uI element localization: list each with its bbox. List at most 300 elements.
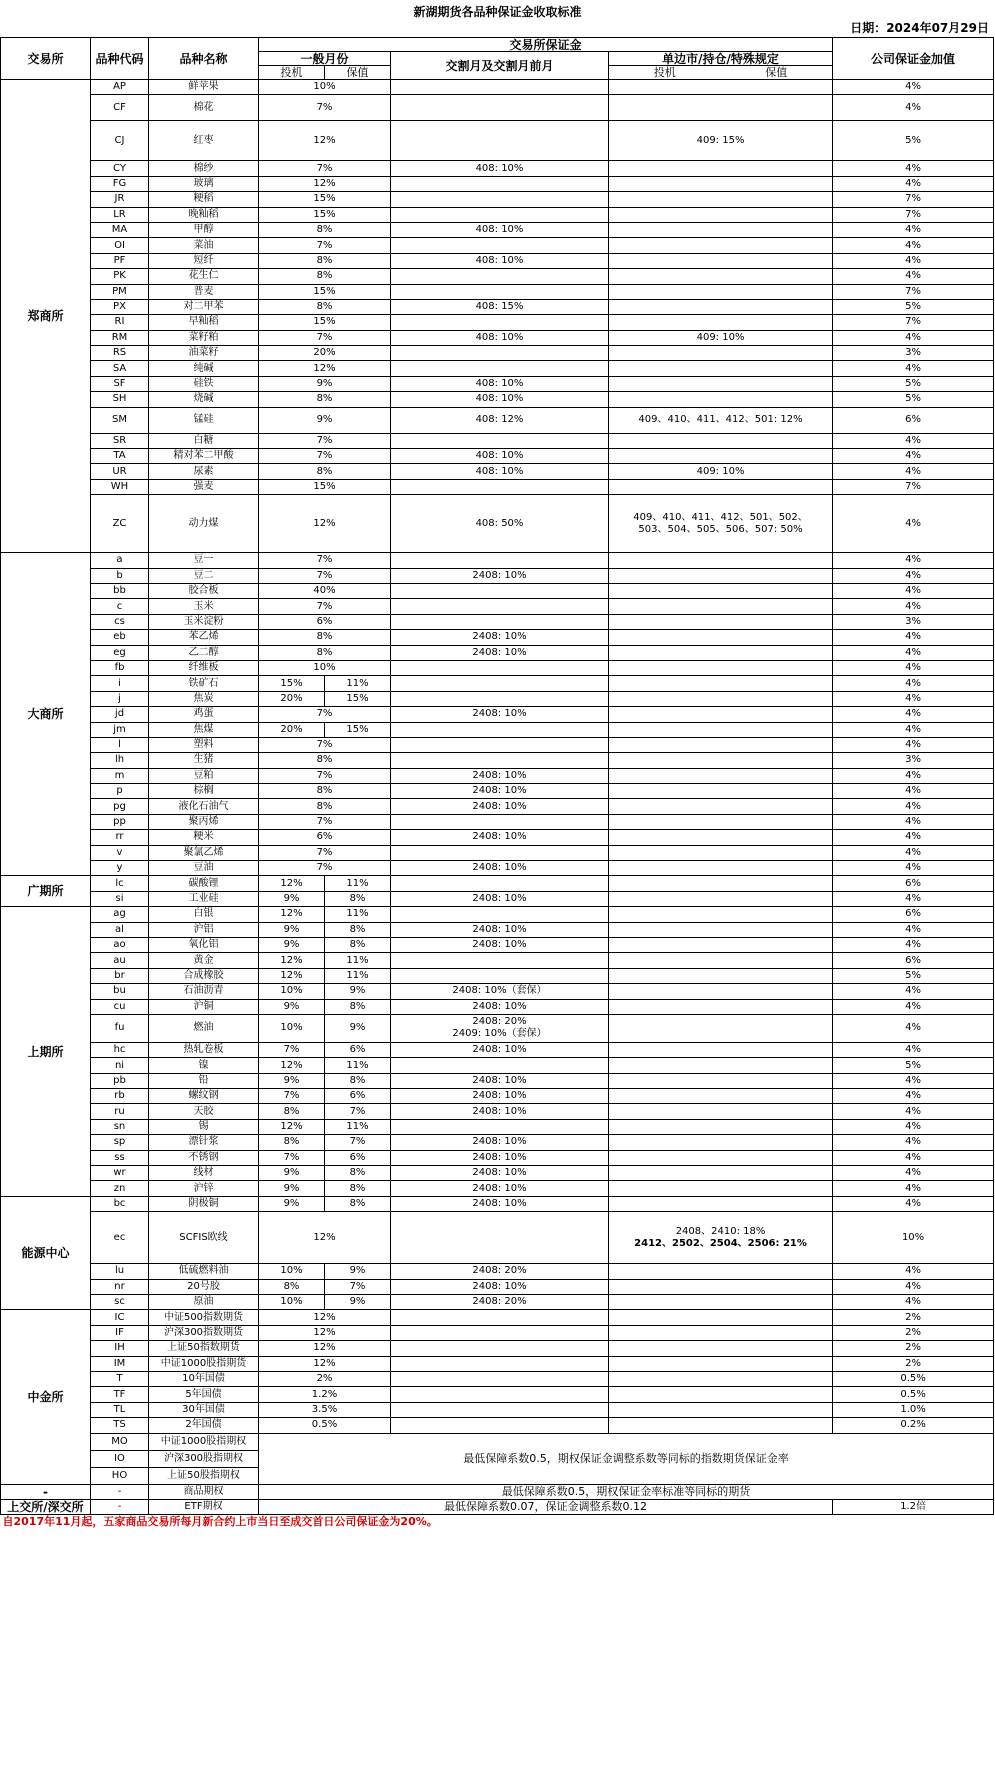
table-row	[1, 1212, 994, 1264]
table-row	[1, 1402, 994, 1417]
spec-margin: 12%	[259, 968, 325, 983]
delivery-margin	[391, 1119, 609, 1134]
general-margin: 7%	[259, 737, 391, 752]
delivery-margin	[391, 1387, 609, 1402]
general-margin: 7%	[259, 95, 391, 121]
special-margin	[609, 1166, 833, 1181]
delivery-margin: 408: 12%	[391, 407, 609, 433]
hedge-margin: 11%	[325, 968, 391, 983]
product-name: 早籼稻	[149, 315, 259, 330]
company-margin: 4%	[833, 1089, 994, 1104]
product-code: AP	[91, 80, 149, 95]
company-margin: 4%	[833, 553, 994, 568]
product-code: T	[91, 1371, 149, 1386]
product-name: 纤维板	[149, 660, 259, 675]
delivery-margin-line: 2408: 20%	[472, 1016, 527, 1028]
product-code: sc	[91, 1295, 149, 1310]
product-code: ZC	[91, 495, 149, 553]
margin-table	[0, 37, 994, 1529]
general-margin: 8%	[259, 645, 391, 660]
general-margin: 8%	[259, 222, 391, 237]
special-margin: 409、410、411、412、501、502、503、504、505、506、507: 50%	[609, 495, 833, 553]
header-exchange-margin: 交易所保证金	[259, 38, 833, 52]
company-margin: 2%	[833, 1356, 994, 1371]
product-name: 中证500指数期货	[149, 1310, 259, 1325]
company-margin: 4%	[833, 361, 994, 376]
product-code: fb	[91, 660, 149, 675]
table-row	[1, 814, 994, 829]
delivery-margin: 408: 10%	[391, 222, 609, 237]
header-exchange: 交易所	[1, 38, 91, 80]
table-row	[1, 207, 994, 222]
special-margin	[609, 253, 833, 268]
special-margin	[609, 937, 833, 952]
product-name: 豆粕	[149, 768, 259, 783]
special-margin	[609, 1341, 833, 1356]
general-margin: 0.5%	[259, 1418, 391, 1433]
product-code: c	[91, 599, 149, 614]
options-note: 最低保障系数0.5，期权保证金调整系数等同标的指数期货保证金率	[259, 1433, 994, 1484]
product-name: 工业硅	[149, 891, 259, 906]
special-margin	[609, 207, 833, 222]
company-margin: 4%	[833, 1166, 994, 1181]
table-row	[1, 1196, 994, 1211]
delivery-margin: 408: 50%	[391, 495, 609, 553]
hedge-margin: 9%	[325, 1295, 391, 1310]
spec-margin: 9%	[259, 922, 325, 937]
company-margin: 4%	[833, 1196, 994, 1211]
document-title: 新湖期货各品种保证金收取标准	[413, 5, 582, 19]
table-row	[1, 449, 994, 464]
product-code: WH	[91, 479, 149, 494]
special-margin	[609, 799, 833, 814]
table-row	[1, 284, 994, 299]
special-margin	[609, 1295, 833, 1310]
table-row	[1, 479, 994, 494]
product-code: TS	[91, 1418, 149, 1433]
spec-margin: 8%	[259, 1279, 325, 1294]
delivery-margin: 408: 10%	[391, 330, 609, 345]
header-company: 公司保证金加值	[833, 38, 994, 80]
special-margin	[609, 722, 833, 737]
delivery-margin	[391, 753, 609, 768]
delivery-margin: 2408: 10%	[391, 1135, 609, 1150]
company-margin: 4%	[833, 707, 994, 722]
product-name: 氧化铝	[149, 937, 259, 952]
table-row	[1, 1310, 994, 1325]
delivery-margin	[391, 722, 609, 737]
product-code: FG	[91, 176, 149, 191]
product-name: 焦炭	[149, 691, 259, 706]
delivery-margin	[391, 95, 609, 121]
hedge-margin: 9%	[325, 984, 391, 999]
product-code: si	[91, 891, 149, 906]
product-name: 烧碱	[149, 392, 259, 407]
delivery-margin: 2408: 10%	[391, 1279, 609, 1294]
general-margin: 7%	[259, 449, 391, 464]
table-row	[1, 376, 994, 391]
product-name: 油菜籽	[149, 346, 259, 361]
spec-margin: 9%	[259, 999, 325, 1014]
product-name: 纯碱	[149, 361, 259, 376]
general-margin: 8%	[259, 392, 391, 407]
product-code: JR	[91, 192, 149, 207]
general-margin: 8%	[259, 299, 391, 314]
company-margin: 4%	[833, 1119, 994, 1134]
delivery-margin: 2408: 10%（套保）	[391, 984, 609, 999]
special-margin	[609, 192, 833, 207]
header-hedge: 保值	[325, 66, 391, 80]
special-margin	[609, 176, 833, 191]
special-margin	[609, 630, 833, 645]
table-row	[1, 346, 994, 361]
product-name: 黄金	[149, 953, 259, 968]
special-margin	[609, 968, 833, 983]
product-code: ss	[91, 1150, 149, 1165]
hedge-margin: 7%	[325, 1279, 391, 1294]
product-code: y	[91, 861, 149, 876]
table-row	[1, 568, 994, 583]
company-margin: 4%	[833, 95, 994, 121]
spec-margin: 12%	[259, 1058, 325, 1073]
table-row	[1, 583, 994, 598]
product-code: ru	[91, 1104, 149, 1119]
delivery-margin	[391, 361, 609, 376]
product-name: 燃油	[149, 1014, 259, 1042]
company-margin: 4%	[833, 568, 994, 583]
product-code: SR	[91, 433, 149, 448]
product-code: l	[91, 737, 149, 752]
table-row	[1, 553, 994, 568]
product-name: 普麦	[149, 284, 259, 299]
product-code: pp	[91, 814, 149, 829]
delivery-margin	[391, 238, 609, 253]
company-margin: 4%	[833, 583, 994, 598]
special-margin	[609, 161, 833, 176]
general-margin: 12%	[259, 1356, 391, 1371]
exchange-name: 能源中心	[1, 1196, 91, 1310]
product-code: zn	[91, 1181, 149, 1196]
general-margin: 7%	[259, 861, 391, 876]
spec-margin: 8%	[259, 1135, 325, 1150]
header-general: 一般月份	[259, 52, 391, 66]
delivery-margin	[391, 1058, 609, 1073]
company-margin: 4%	[833, 1042, 994, 1057]
company-margin: 3%	[833, 753, 994, 768]
general-margin: 12%	[259, 495, 391, 553]
special-margin	[609, 1212, 833, 1264]
general-margin: 7%	[259, 845, 391, 860]
table-row	[1, 599, 994, 614]
special-margin	[609, 222, 833, 237]
table-row	[1, 1014, 994, 1042]
product-code: v	[91, 845, 149, 860]
product-code: IH	[91, 1341, 149, 1356]
company-margin: 4%	[833, 937, 994, 952]
special-margin	[609, 676, 833, 691]
product-code: CF	[91, 95, 149, 121]
company-margin: 4%	[833, 660, 994, 675]
delivery-margin	[391, 315, 609, 330]
delivery-margin: 2408: 10%	[391, 799, 609, 814]
general-margin: 12%	[259, 1341, 391, 1356]
company-margin: 4%	[833, 845, 994, 860]
table-row	[1, 861, 994, 876]
special-margin	[609, 361, 833, 376]
general-margin: 1.2%	[259, 1387, 391, 1402]
product-name: 5年国债	[149, 1387, 259, 1402]
general-margin: 15%	[259, 192, 391, 207]
company-margin: 4%	[833, 922, 994, 937]
table-row	[1, 1042, 994, 1057]
spec-margin: 10%	[259, 1014, 325, 1042]
delivery-margin-line: 2409: 10%（套保）	[452, 1028, 547, 1040]
company-margin: 0.5%	[833, 1387, 994, 1402]
product-code: jm	[91, 722, 149, 737]
product-name: 粳稻	[149, 192, 259, 207]
general-margin: 8%	[259, 630, 391, 645]
spec-margin: 12%	[259, 907, 325, 922]
special-margin	[609, 999, 833, 1014]
table-row	[1, 614, 994, 629]
spec-margin: 12%	[259, 953, 325, 968]
product-code: pb	[91, 1073, 149, 1088]
special-margin	[609, 1181, 833, 1196]
product-code: p	[91, 784, 149, 799]
product-code: bu	[91, 984, 149, 999]
company-margin: 4%	[833, 1295, 994, 1310]
delivery-margin: 2408: 10%	[391, 999, 609, 1014]
general-margin: 8%	[259, 799, 391, 814]
delivery-margin: 2408: 10%	[391, 630, 609, 645]
special-margin	[609, 737, 833, 752]
product-code: UR	[91, 464, 149, 479]
delivery-margin	[391, 1325, 609, 1340]
company-margin: 5%	[833, 392, 994, 407]
product-code: ni	[91, 1058, 149, 1073]
special-margin	[609, 1279, 833, 1294]
hedge-margin: 11%	[325, 907, 391, 922]
company-margin: 4%	[833, 599, 994, 614]
table-row	[1, 784, 994, 799]
product-code: lc	[91, 876, 149, 891]
product-code: al	[91, 922, 149, 937]
hedge-margin: 8%	[325, 922, 391, 937]
product-code: sp	[91, 1135, 149, 1150]
delivery-margin	[391, 269, 609, 284]
product-name: SCFIS欧线	[149, 1212, 259, 1264]
special-margin	[609, 891, 833, 906]
product-code: cs	[91, 614, 149, 629]
special-margin	[609, 1073, 833, 1088]
delivery-margin	[391, 1341, 609, 1356]
product-code: SM	[91, 407, 149, 433]
delivery-margin: 2408: 20%	[391, 1295, 609, 1310]
special-margin	[609, 392, 833, 407]
company-margin: 5%	[833, 121, 994, 161]
special-margin	[609, 599, 833, 614]
product-code: rb	[91, 1089, 149, 1104]
spec-margin: 12%	[259, 1119, 325, 1134]
delivery-margin	[391, 80, 609, 95]
table-row	[1, 1089, 994, 1104]
general-margin: 8%	[259, 753, 391, 768]
exchange-name: 上交所/深交所	[1, 1499, 91, 1514]
special-margin	[609, 80, 833, 95]
table-row	[1, 1181, 994, 1196]
table-row	[1, 660, 994, 675]
company-margin: 4%	[833, 784, 994, 799]
hedge-margin: 6%	[325, 1042, 391, 1057]
company-margin: 4%	[833, 80, 994, 95]
special-margin	[609, 753, 833, 768]
company-margin: 7%	[833, 315, 994, 330]
table-row	[1, 630, 994, 645]
general-margin: 10%	[259, 660, 391, 675]
spec-margin: 7%	[259, 1089, 325, 1104]
product-name: 白银	[149, 907, 259, 922]
general-margin: 3.5%	[259, 1402, 391, 1417]
product-code: IM	[91, 1356, 149, 1371]
hedge-margin: 11%	[325, 876, 391, 891]
company-margin: 5%	[833, 299, 994, 314]
table-row	[1, 121, 994, 161]
special-margin-line: 2412、2502、2504、2506: 21%	[634, 1237, 807, 1249]
special-margin	[609, 95, 833, 121]
product-code: PF	[91, 253, 149, 268]
product-name: 动力煤	[149, 495, 259, 553]
product-name: 不锈钢	[149, 1150, 259, 1165]
company-margin: 1.2倍	[833, 1499, 994, 1514]
table-row	[1, 645, 994, 660]
company-margin: 4%	[833, 676, 994, 691]
hedge-margin: 11%	[325, 676, 391, 691]
product-code: TL	[91, 1402, 149, 1417]
table-row	[1, 238, 994, 253]
header-code: 品种代码	[91, 38, 149, 80]
table-row	[1, 876, 994, 891]
special-margin	[609, 479, 833, 494]
general-margin: 12%	[259, 121, 391, 161]
delivery-margin	[391, 1356, 609, 1371]
product-code: IO	[91, 1450, 149, 1467]
product-name: 漂针浆	[149, 1135, 259, 1150]
delivery-margin: 408: 10%	[391, 449, 609, 464]
general-margin: 7%	[259, 330, 391, 345]
company-margin: 4%	[833, 269, 994, 284]
delivery-margin	[391, 479, 609, 494]
header-unilateral-hedge: 保值	[721, 66, 833, 80]
product-name: 棉花	[149, 95, 259, 121]
special-margin	[609, 768, 833, 783]
table-row	[1, 937, 994, 952]
product-code: PX	[91, 299, 149, 314]
company-margin: 4%	[833, 691, 994, 706]
table-row	[1, 1325, 994, 1340]
product-code: bc	[91, 1196, 149, 1211]
delivery-margin: 408: 10%	[391, 376, 609, 391]
special-margin	[609, 299, 833, 314]
company-margin: 4%	[833, 891, 994, 906]
special-margin	[609, 346, 833, 361]
hedge-margin: 8%	[325, 891, 391, 906]
delivery-margin: 408: 10%	[391, 161, 609, 176]
table-row	[1, 830, 994, 845]
special-margin	[609, 614, 833, 629]
hedge-margin: 8%	[325, 1073, 391, 1088]
product-name: 焦煤	[149, 722, 259, 737]
product-code: i	[91, 676, 149, 691]
special-margin	[609, 845, 833, 860]
product-code: lh	[91, 753, 149, 768]
delivery-margin	[391, 660, 609, 675]
company-margin: 4%	[833, 737, 994, 752]
company-margin: 0.5%	[833, 1371, 994, 1386]
special-margin	[609, 376, 833, 391]
company-margin: 4%	[833, 999, 994, 1014]
product-code: nr	[91, 1279, 149, 1294]
table-row	[1, 269, 994, 284]
product-name: 上证50股指期权	[149, 1467, 259, 1484]
product-code: hc	[91, 1042, 149, 1057]
product-name: 红枣	[149, 121, 259, 161]
delivery-margin: 408: 10%	[391, 464, 609, 479]
product-name: 沪锌	[149, 1181, 259, 1196]
product-name: 豆油	[149, 861, 259, 876]
company-margin: 4%	[833, 161, 994, 176]
company-margin: 7%	[833, 479, 994, 494]
general-margin: 12%	[259, 361, 391, 376]
company-margin: 4%	[833, 1279, 994, 1294]
delivery-margin	[391, 968, 609, 983]
special-margin	[609, 953, 833, 968]
delivery-margin: 2408: 10%	[391, 1150, 609, 1165]
general-margin: 7%	[259, 553, 391, 568]
company-margin: 4%	[833, 1014, 994, 1042]
general-margin: 6%	[259, 830, 391, 845]
general-margin: 8%	[259, 464, 391, 479]
product-name: 液化石油气	[149, 799, 259, 814]
table-row	[1, 392, 994, 407]
spec-margin: 10%	[259, 1264, 325, 1279]
company-margin: 7%	[833, 284, 994, 299]
product-code: CY	[91, 161, 149, 176]
product-name: 聚氯乙烯	[149, 845, 259, 860]
product-name: 粳米	[149, 830, 259, 845]
exchange-name: -	[1, 1484, 91, 1499]
general-margin: 9%	[259, 376, 391, 391]
special-margin	[609, 269, 833, 284]
product-code: ag	[91, 907, 149, 922]
exchange-name: 中金所	[1, 1310, 91, 1484]
table-row	[1, 1058, 994, 1073]
special-margin	[609, 1387, 833, 1402]
table-row	[1, 161, 994, 176]
general-margin: 20%	[259, 346, 391, 361]
delivery-margin: 2408: 10%	[391, 861, 609, 876]
product-name: 短纤	[149, 253, 259, 268]
general-margin: 15%	[259, 479, 391, 494]
product-name: 豆二	[149, 568, 259, 583]
product-name: 商品期权	[149, 1484, 259, 1499]
delivery-margin	[391, 614, 609, 629]
hedge-margin: 8%	[325, 937, 391, 952]
special-margin	[609, 1402, 833, 1417]
special-margin	[609, 1119, 833, 1134]
product-code: OI	[91, 238, 149, 253]
product-name: 沪铜	[149, 999, 259, 1014]
product-name: 中证1000股指期货	[149, 1356, 259, 1371]
